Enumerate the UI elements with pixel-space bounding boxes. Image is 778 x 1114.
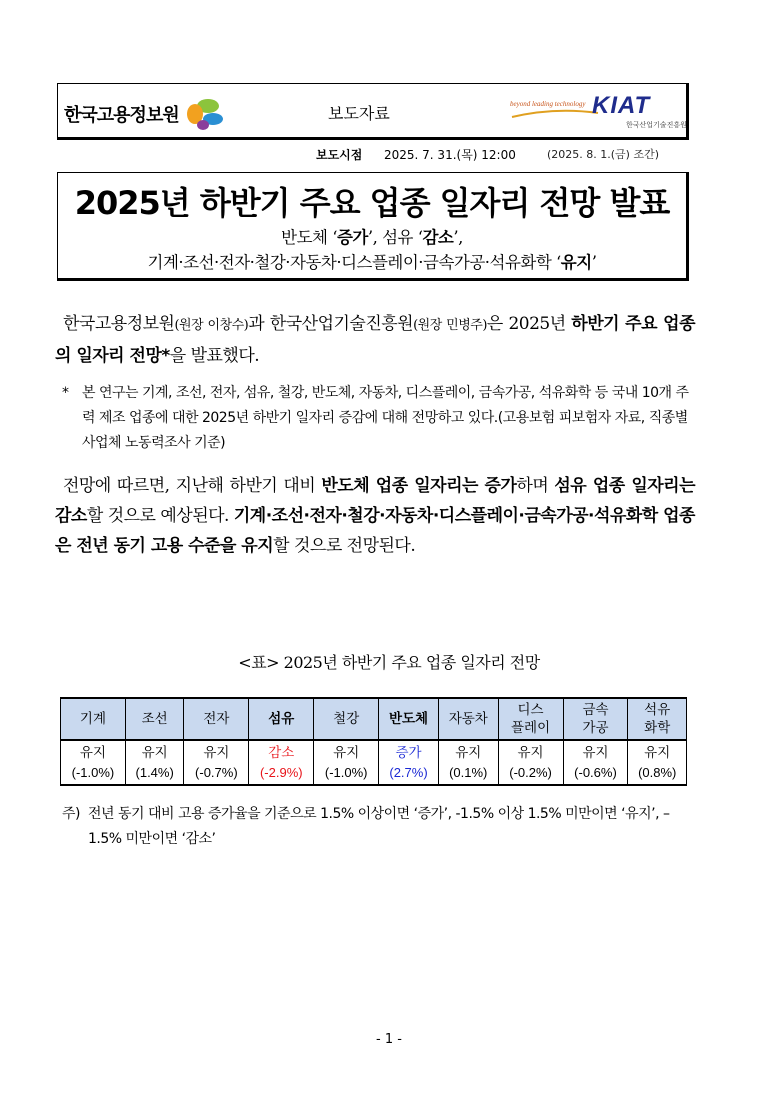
study-note bbox=[62, 381, 694, 456]
subtitle-line-1: 반도체 ‘증가’, 섬유 ‘감소’, bbox=[281, 228, 463, 247]
press-release-label: 보도자료 bbox=[328, 104, 390, 123]
table-title: <표> 2025년 하반기 주요 업종 일자리 전망 bbox=[238, 653, 540, 672]
header-cell: 디스 플레이 bbox=[498, 698, 563, 740]
table-cell: 유지 (-1.0%) bbox=[61, 740, 126, 785]
kiat-tagline: beyond leading technology bbox=[510, 100, 586, 108]
org-name: 한국고용정보원 bbox=[64, 105, 179, 126]
header-cell: 석유 화학 bbox=[628, 698, 687, 740]
header-cell: 기계 bbox=[61, 698, 126, 740]
keis-brand bbox=[64, 97, 225, 131]
note-text: 본 연구는 기계, 조선, 전자, 섬유, 철강, 반도체, 자동차, 디스플레이, 금속가공, 석유화학 등 국내 10개 주력 제조 업종에 대한 2025년 하반기 일자리 증감에 대해 전망하고 있다.(고용보험 피보험자 자료, 직종별 사업체 노동력조사 기준) bbox=[82, 385, 689, 451]
table-footnote bbox=[62, 802, 694, 852]
header-cell: 섬유 bbox=[249, 698, 314, 740]
header-cell: 철강 bbox=[314, 698, 379, 740]
page-number: - 1 - bbox=[376, 1032, 402, 1047]
header-cell: 반도체 bbox=[379, 698, 439, 740]
page-title: 2025년 하반기 주요 업종 일자리 전망 발표 bbox=[74, 184, 670, 222]
title-box bbox=[57, 172, 689, 281]
embargo-note: (2025. 8. 1.(금) 조간) bbox=[547, 148, 660, 161]
kiat-name: 한국산업기술진흥원 bbox=[626, 121, 687, 129]
subtitle-line-2: 기계·조선·전자·철강·자동차·디스플레이·금속가공·석유화학 ‘유지’ bbox=[147, 253, 597, 272]
kiat-brand bbox=[510, 92, 687, 132]
press-header bbox=[57, 83, 689, 140]
kiat-logo: KIAT bbox=[592, 92, 651, 119]
table-cell: 유지 (0.1%) bbox=[438, 740, 498, 785]
outlook-paragraph: 전망에 따르면, 지난해 하반기 대비 반도체 업종 일자리는 증가하며 섬유 업종 일자리는 감소할 것으로 예상된다. 기계·조선·전자·철강·자동차·디스플레이·금속가공·석유화학 업종은 전년 동기 고용 수준을 유지할 것으로 전망된다. bbox=[55, 476, 696, 556]
header-cell: 금속 가공 bbox=[563, 698, 628, 740]
table-cell: 유지 (-0.7%) bbox=[184, 740, 249, 785]
table-cell: 유지 (-0.2%) bbox=[498, 740, 563, 785]
table-cell: 유지 (-1.0%) bbox=[314, 740, 379, 785]
embargo-label: 보도시점 bbox=[316, 148, 363, 162]
keis-logo-icon bbox=[183, 97, 225, 131]
table-cell-increase: 증가 (2.7%) bbox=[379, 740, 439, 785]
table-cell-decrease: 감소 (-2.9%) bbox=[249, 740, 314, 785]
footnote-text: 전년 동기 대비 고용 증가율을 기준으로 1.5% 이상이면 ‘증가’, -1.5% 이상 1.5% 미만이면 ‘유지’, –1.5% 미만이면 ‘감소’ bbox=[88, 806, 670, 847]
embargo-datetime: 2025. 7. 31.(목) 12:00 bbox=[384, 148, 516, 162]
table-header-row bbox=[61, 698, 687, 740]
table-cell: 유지 (0.8%) bbox=[628, 740, 687, 785]
table-cell: 유지 (-0.6%) bbox=[563, 740, 628, 785]
note-marker: * bbox=[62, 385, 69, 401]
header-cell: 조선 bbox=[125, 698, 183, 740]
footnote-marker: 주) bbox=[62, 806, 80, 822]
intro-paragraph: 한국고용정보원(원장 이창수)과 한국산업기술진흥원(원장 민병주)은 2025년 하반기 주요 업종의 일자리 전망*을 발표했다. bbox=[55, 314, 695, 366]
table-cell: 유지 (1.4%) bbox=[125, 740, 183, 785]
industry-outlook-table bbox=[60, 697, 687, 786]
swoosh-icon bbox=[510, 108, 600, 120]
header-cell: 전자 bbox=[184, 698, 249, 740]
header-cell: 자동차 bbox=[438, 698, 498, 740]
table-row bbox=[61, 740, 687, 785]
